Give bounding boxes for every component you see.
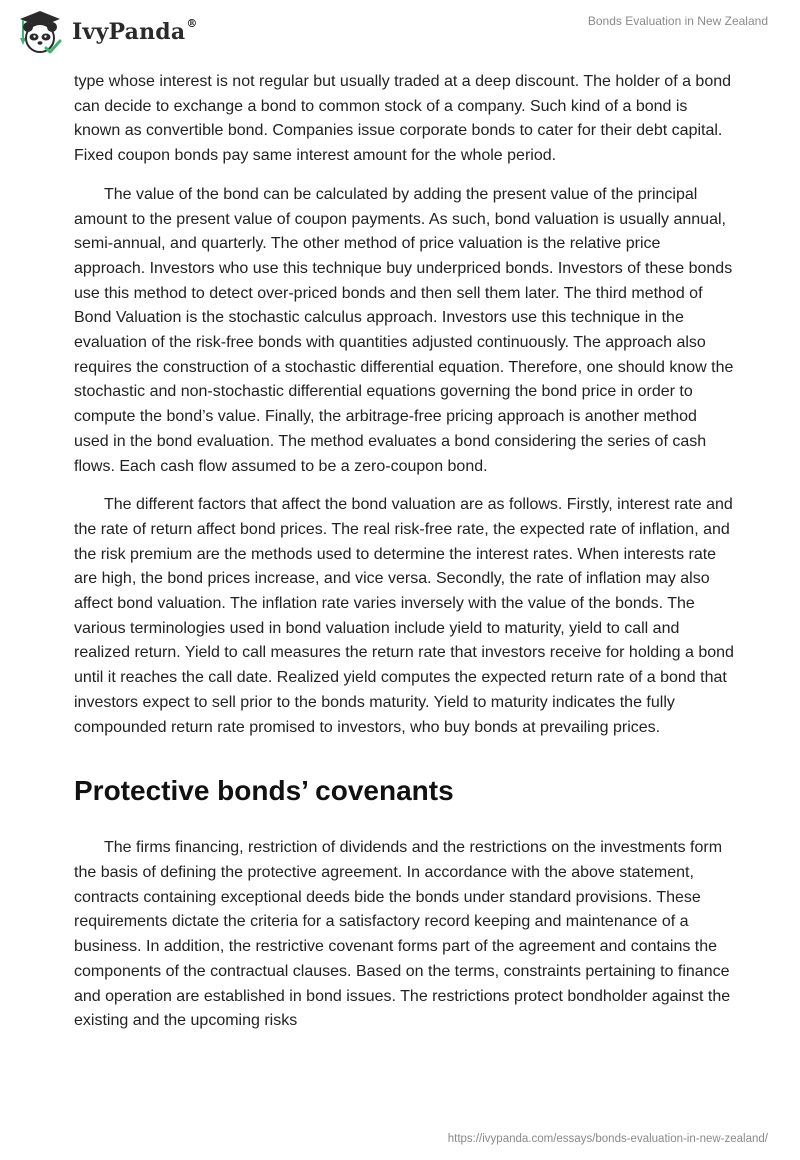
document-title: Bonds Evaluation in New Zealand: [587, 14, 768, 28]
section-heading: Protective bonds’ covenants: [74, 775, 454, 807]
source-url[interactable]: https://ivypanda.com/essays/bonds-evaluation-in-new-zealand/: [447, 1133, 768, 1145]
paragraph-3: The different factors that affect the bond valuation are as follows. Firstly, interest rate and the rate of return affect bond prices. The real risk-free rate, the expected rate of inflation, and the risk premium are the methods used to determine the interest rates. When interests rate are high, the bond prices increase, and vice versa. Secondly, the rate of inflation may also affect bond valuation. The inflation rate varies inversely with the value of the bonds. The various terminologies used in bond valuation include yield to maturity, yield to call and realized return. Yield to call measures the return rate that investors receive for holding a bond until it reaches the call date. Realized yield computes the expected return rate of a bond that investors expect to sell prior to the bonds maturity. Yield to maturity indicates the fully compounded return rate promised to investors, who buy bonds at prevailing prices.: [74, 496, 734, 736]
paragraph-2: The value of the bond can be calculated by adding the present value of the principal amount to the present value of coupon payments. As such, bond valuation is usually annual, semi-annual, and quarterly. The other method of price valuation is the relative price approach. Investors who use this technique buy underpriced bonds. Investors of these bonds use this method to detect over-priced bonds and then sell them later. The third method of Bond Valuation is the stochastic calculus approach. Investors use this technique in the evaluation of the risk-free bonds with quantities adjusted continuously. The approach also requires the construction of a stochastic differential equation. Therefore, one should know the stochastic and non-stochastic differential equations governing the bond price in order to compute the bond’s value. Finally, the arbitrage-free pricing approach is another method used in the bond evaluation. The method evaluates a bond considering the series of cash flows. Each cash flow assumed to be a zero-coupon bond.: [74, 185, 734, 475]
page-header: [0, 0, 800, 60]
paragraph-4: The firms financing, restriction of dividends and the restrictions on the investments form the basis of defining the protective agreement. In accordance with the above statement, contracts containing exceptional deeds bide the bonds under standard provisions. These requirements dictate the criteria for a satisfactory record keeping and maintenance of a business. In addition, the restrictive covenant forms part of the agreement and contains the components of the contractual clauses. Based on the terms, constraints pertaining to finance and operation are established in bond issues. The restrictions protect bondholder against the existing and the upcoming risks: [74, 839, 731, 1030]
paragraph-1: type whose interest is not regular but usually traded at a deep discount. The holder of a bond can decide to exchange a bond to common stock of a company. Such kind of a bond is known as convertible bond. Companies issue corporate bonds to cater for their debt capital. Fixed coupon bonds pay same interest amount for the whole period.: [74, 73, 732, 165]
brand-logo[interactable]: [16, 8, 198, 56]
essay-body: [74, 70, 734, 1048]
panda-graduate-logo-icon: [16, 8, 64, 56]
brand-name: IvyPanda®: [72, 17, 198, 45]
